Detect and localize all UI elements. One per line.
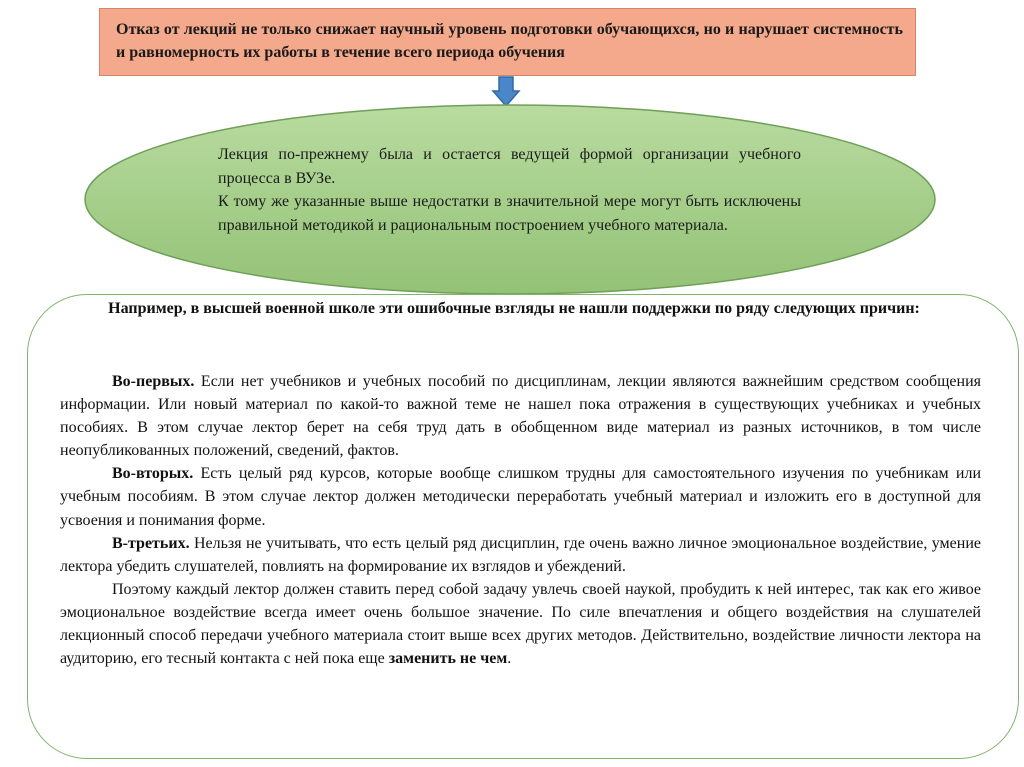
reason-third bbox=[60, 532, 981, 578]
ellipse-line-2: К тому же указанные выше недостатки в значительной мере могут быть исключены правильной методикой и рациональным построением учебного материала. bbox=[218, 193, 801, 234]
reason-second-lead: Во-вторых. bbox=[112, 465, 194, 483]
reason-first-text: Если нет учебников и учебных пособий по дисциплинам, лекции являются важнейшим средством сообщения информации. Или новый материал по какой-то важной теме не нашел пока отражения в существующих учебниках и учебных пособиях. В этом случае лектор берет на себя труд дать в обобщенном виде материал из разных источников, в том числе неопубликованных положений, сведений, фактов. bbox=[60, 373, 981, 460]
conclusion-bold: заменить не чем bbox=[388, 650, 508, 668]
reason-first bbox=[60, 370, 981, 462]
top-statement-box bbox=[99, 8, 916, 76]
conclusion-end: . bbox=[507, 650, 512, 668]
reasons-heading: Например, в высшей военной школе эти ошибочные взгляды не нашли поддержки по ряду следующих причин: bbox=[108, 300, 920, 317]
ellipse-text bbox=[218, 143, 801, 237]
conclusion-text: Поэтому каждый лектор должен ставить перед собой задачу увлечь своей наукой, пробудить к ней интерес, так как его живое эмоциональное воздействие всегда имеет очень большое значение. По силе впечатления и общего воздействия на слушателей лекционный способ передачи учебного материала стоит выше всех других методов. Действительно, воздействие личности лектора на аудиторию, его тесный контакта с ней пока еще bbox=[60, 580, 981, 668]
reason-third-text: Нельзя не учитывать, что есть целый ряд дисциплин, где очень важно личное эмоциональное воздействие, умение лектора убедить слушателей, повлиять на формирование их взглядов и убеждений. bbox=[60, 534, 981, 575]
reason-second-text: Есть целый ряд курсов, которые вообще слишком трудны для самостоятельного изучения по учебникам или учебным пособиям. В этом случае лектор должен методически переработать учебный материал и изложить его в доступной для усвоения и понимания форме. bbox=[60, 465, 981, 529]
ellipse-line-1: Лекция по-прежнему была и остается ведущей формой организации учебного процесса в ВУЗе. bbox=[218, 146, 801, 187]
main-thesis-ellipse bbox=[83, 103, 937, 296]
reason-first-lead: Во-первых. bbox=[112, 373, 195, 390]
reason-second bbox=[60, 462, 981, 531]
conclusion-paragraph bbox=[60, 578, 981, 670]
reasons-body bbox=[60, 370, 981, 670]
top-statement-text: Отказ от лекций не только снижает научный уровень подготовки обучающихся, но и нарушает системность и равномерность их работы в течение всего периода обучения bbox=[116, 21, 903, 61]
reason-third-lead: В-третьих. bbox=[112, 534, 190, 552]
